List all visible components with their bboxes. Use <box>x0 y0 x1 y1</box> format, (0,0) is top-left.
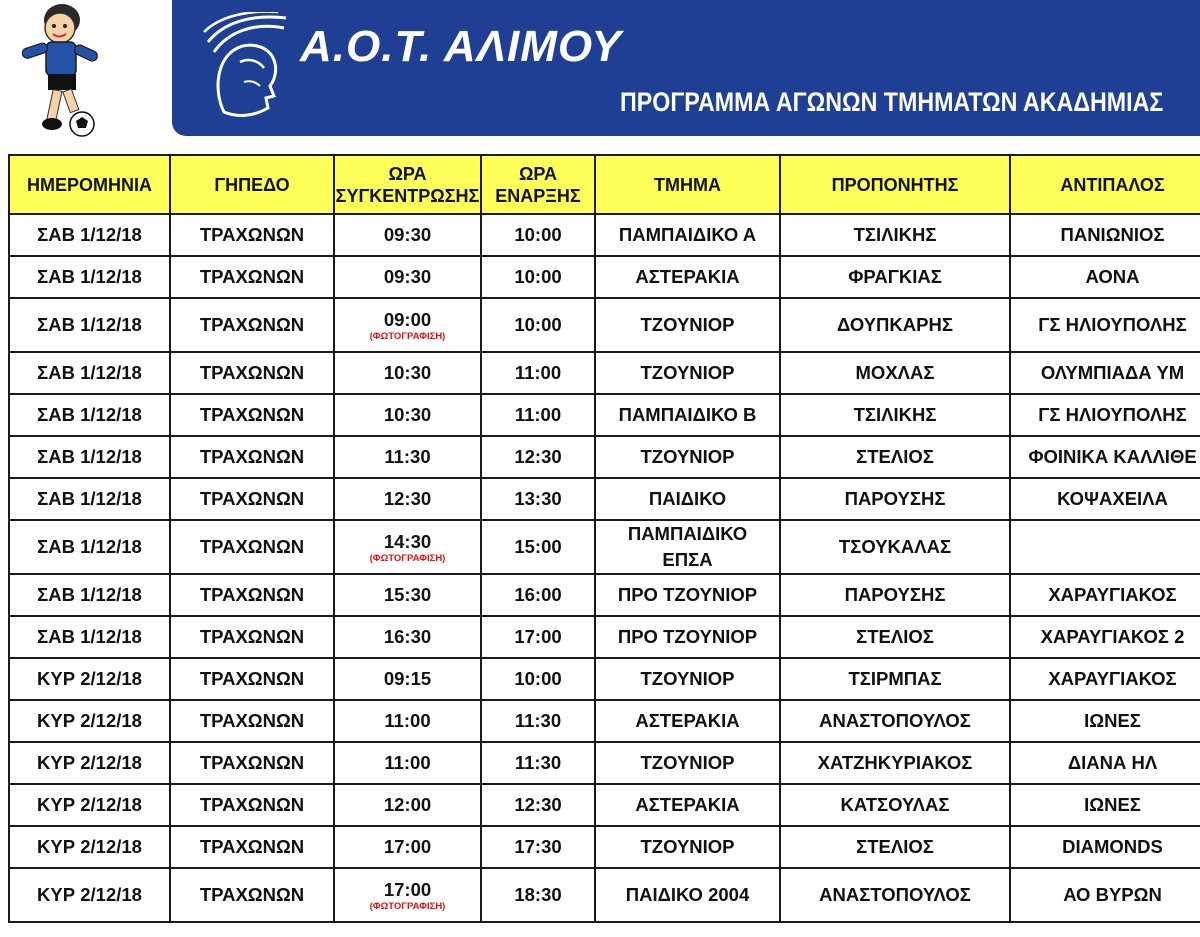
venue-cell: ΤΡΑΧΩΝΩΝ <box>170 868 334 922</box>
venue-cell: ΤΡΑΧΩΝΩΝ <box>170 784 334 826</box>
gather-time-cell <box>334 214 481 256</box>
date-cell: ΚΥΡ 2/12/18 <box>9 658 170 700</box>
table-row <box>9 256 1200 298</box>
opponent-cell: ΧΑΡΑΥΓΙΑΚΟΣ <box>1010 658 1200 700</box>
venue-cell: ΤΡΑΧΩΝΩΝ <box>170 658 334 700</box>
team-cell: ΤΖΟΥΝΙΟΡ <box>595 436 780 478</box>
table-row <box>9 784 1200 826</box>
opponent-cell: ΚΟΨΑΧΕΙΛΑ <box>1010 478 1200 520</box>
table-row <box>9 352 1200 394</box>
venue-cell: ΤΡΑΧΩΝΩΝ <box>170 616 334 658</box>
hermes-head-logo <box>194 12 314 130</box>
gather-time-cell <box>334 826 481 868</box>
date-cell: ΣΑΒ 1/12/18 <box>9 214 170 256</box>
gather-time: 11:00 <box>384 710 431 731</box>
venue-cell: ΤΡΑΧΩΝΩΝ <box>170 520 334 574</box>
venue-cell: ΤΡΑΧΩΝΩΝ <box>170 700 334 742</box>
coach-cell: ΜΟΧΛΑΣ <box>780 352 1010 394</box>
team-cell: ΤΖΟΥΝΙΟΡ <box>595 826 780 868</box>
team-cell: ΤΖΟΥΝΙΟΡ <box>595 298 780 352</box>
team-cell: ΠΑΜΠΑΙΔΙΚΟ ΕΠΣΑ <box>595 520 780 574</box>
opponent-cell: ΦΟΙΝΙΚΑ ΚΑΛΛΙΘΕ <box>1010 436 1200 478</box>
start-time-cell: 11:00 <box>481 352 595 394</box>
team-cell: ΠΡΟ ΤΖΟΥΝΙΟΡ <box>595 616 780 658</box>
opponent-cell: ΧΑΡΑΥΓΙΑΚΟΣ <box>1010 574 1200 616</box>
date-cell: ΣΑΒ 1/12/18 <box>9 436 170 478</box>
start-time-cell: 13:30 <box>481 478 595 520</box>
start-time-cell: 10:00 <box>481 658 595 700</box>
coach-cell: ΦΡΑΓΚΙΑΣ <box>780 256 1010 298</box>
team-cell: ΤΖΟΥΝΙΟΡ <box>595 742 780 784</box>
table-row <box>9 742 1200 784</box>
date-cell: ΣΑΒ 1/12/18 <box>9 520 170 574</box>
start-time-cell: 12:30 <box>481 436 595 478</box>
coach-cell: ΚΑΤΣΟΥΛΑΣ <box>780 784 1010 826</box>
column-header: ΠΡΟΠΟΝΗΤΗΣ <box>780 155 1010 214</box>
table-row <box>9 616 1200 658</box>
team-cell: ΤΖΟΥΝΙΟΡ <box>595 352 780 394</box>
team-cell: ΤΖΟΥΝΙΟΡ <box>595 658 780 700</box>
gather-time-cell <box>334 868 481 922</box>
opponent-cell: ΟΛΥΜΠΙΑΔΑ ΥΜ <box>1010 352 1200 394</box>
table-row <box>9 298 1200 352</box>
coach-cell: ΤΣΟΥΚΑΛΑΣ <box>780 520 1010 574</box>
coach-cell: ΑΝΑΣΤΟΠΟΥΛΟΣ <box>780 700 1010 742</box>
venue-cell: ΤΡΑΧΩΝΩΝ <box>170 256 334 298</box>
opponent-cell: ΧΑΡΑΥΓΙΑΚΟΣ 2 <box>1010 616 1200 658</box>
coach-cell: ΣΤΕΛΙΟΣ <box>780 616 1010 658</box>
table-row <box>9 394 1200 436</box>
date-cell: ΣΑΒ 1/12/18 <box>9 478 170 520</box>
gather-time-cell <box>334 574 481 616</box>
coach-cell: ΠΑΡΟΥΣΗΣ <box>780 478 1010 520</box>
schedule-title: ΠΡΟΓΡΑΜΜΑ ΑΓΩΝΩΝ ΤΜΗΜΑΤΩΝ ΑΚΑΔΗΜΙΑΣ <box>620 87 1164 117</box>
venue-cell: ΤΡΑΧΩΝΩΝ <box>170 352 334 394</box>
table-body <box>9 214 1200 922</box>
table-row <box>9 700 1200 742</box>
photoshoot-note: (ΦΩΤΟΓΡΑΦΙΣΗ) <box>369 552 446 564</box>
opponent-cell: DIAMONDS <box>1010 826 1200 868</box>
coach-cell: ΑΝΑΣΤΟΠΟΥΛΟΣ <box>780 868 1010 922</box>
table-row <box>9 658 1200 700</box>
coach-cell: ΔΟΥΠΚΑΡΗΣ <box>780 298 1010 352</box>
column-header: ΩΡΑ ΕΝΑΡΞΗΣ <box>481 155 595 214</box>
start-time-cell: 17:00 <box>481 616 595 658</box>
team-cell: ΠΑΙΔΙΚΟ <box>595 478 780 520</box>
opponent-cell <box>1010 520 1200 574</box>
start-time-cell: 10:00 <box>481 298 595 352</box>
gather-time: 09:15 <box>383 668 432 689</box>
table-row <box>9 826 1200 868</box>
team-cell: ΑΣΤΕΡΑΚΙΑ <box>595 256 780 298</box>
venue-cell: ΤΡΑΧΩΝΩΝ <box>170 214 334 256</box>
gather-time: 12:00 <box>383 794 432 815</box>
start-time-cell: 10:00 <box>481 214 595 256</box>
start-time-cell: 17:30 <box>481 826 595 868</box>
opponent-cell: ΔΙΑΝΑ ΗΛ <box>1010 742 1200 784</box>
venue-cell: ΤΡΑΧΩΝΩΝ <box>170 298 334 352</box>
table-header-row <box>9 155 1200 214</box>
start-time-cell: 15:00 <box>481 520 595 574</box>
opponent-cell: ΠΑΝΙΩΝΙΟΣ <box>1010 214 1200 256</box>
gather-time: 12:30 <box>383 488 432 509</box>
opponent-cell: ΓΣ ΗΛΙΟΥΠΟΛΗΣ <box>1010 394 1200 436</box>
venue-cell: ΤΡΑΧΩΝΩΝ <box>170 478 334 520</box>
column-header: ΓΗΠΕΔΟ <box>170 155 334 214</box>
gather-time-cell <box>334 436 481 478</box>
coach-cell: ΤΣΙΛΙΚΗΣ <box>780 214 1010 256</box>
mascot-illustration <box>12 0 112 140</box>
photoshoot-note: (ΦΩΤΟΓΡΑΦΙΣΗ) <box>369 330 446 342</box>
column-header: ΤΜΗΜΑ <box>595 155 780 214</box>
team-cell: ΠΑΙΔΙΚΟ 2004 <box>595 868 780 922</box>
table-row <box>9 574 1200 616</box>
team-cell: ΑΣΤΕΡΑΚΙΑ <box>595 700 780 742</box>
date-cell: ΚΥΡ 2/12/18 <box>9 868 170 922</box>
date-cell: ΣΑΒ 1/12/18 <box>9 616 170 658</box>
opponent-cell: ΙΩΝΕΣ <box>1010 700 1200 742</box>
gather-time: 14:30 <box>383 530 432 552</box>
gather-time-cell <box>334 520 481 574</box>
venue-cell: ΤΡΑΧΩΝΩΝ <box>170 394 334 436</box>
table-row <box>9 214 1200 256</box>
column-header: ΑΝΤΙΠΑΛΟΣ <box>1010 155 1200 214</box>
start-time-cell: 11:30 <box>481 742 595 784</box>
date-cell: ΣΑΒ 1/12/18 <box>9 256 170 298</box>
gather-time-cell <box>334 784 481 826</box>
team-cell: ΠΡΟ ΤΖΟΥΝΙΟΡ <box>595 574 780 616</box>
venue-cell: ΤΡΑΧΩΝΩΝ <box>170 436 334 478</box>
start-time-cell: 18:30 <box>481 868 595 922</box>
opponent-cell: ΙΩΝΕΣ <box>1010 784 1200 826</box>
gather-time: 10:30 <box>383 404 432 425</box>
venue-cell: ΤΡΑΧΩΝΩΝ <box>170 826 334 868</box>
gather-time-cell <box>334 394 481 436</box>
team-cell: ΑΣΤΕΡΑΚΙΑ <box>595 784 780 826</box>
gather-time: 15:30 <box>383 584 432 605</box>
gather-time: 09:30 <box>383 266 432 287</box>
table-row <box>9 436 1200 478</box>
date-cell: ΚΥΡ 2/12/18 <box>9 742 170 784</box>
coach-cell: ΤΣΙΛΙΚΗΣ <box>780 394 1010 436</box>
table-row <box>9 868 1200 922</box>
start-time-cell: 11:30 <box>481 700 595 742</box>
coach-cell: ΣΤΕΛΙΟΣ <box>780 436 1010 478</box>
date-cell: ΣΑΒ 1/12/18 <box>9 574 170 616</box>
club-name: Α.Ο.Τ. ΑΛΙΜΟΥ <box>300 22 622 71</box>
match-schedule-table <box>8 154 1200 923</box>
gather-time: 17:00 <box>383 836 432 857</box>
date-cell: ΚΥΡ 2/12/18 <box>9 700 170 742</box>
table-row <box>9 520 1200 574</box>
coach-cell: ΤΣΙΡΜΠΑΣ <box>780 658 1010 700</box>
gather-time-cell <box>334 298 481 352</box>
gather-time: 11:00 <box>384 752 431 773</box>
gather-time: 17:00 <box>383 878 432 900</box>
gather-time-cell <box>334 256 481 298</box>
table-row <box>9 478 1200 520</box>
gather-time: 09:30 <box>383 224 432 245</box>
opponent-cell: ΑΟ ΒΥΡΩΝ <box>1010 868 1200 922</box>
gather-time-cell <box>334 616 481 658</box>
gather-time-cell <box>334 658 481 700</box>
date-cell: ΣΑΒ 1/12/18 <box>9 394 170 436</box>
team-cell: ΠΑΜΠΑΙΔΙΚΟ Β <box>595 394 780 436</box>
venue-cell: ΤΡΑΧΩΝΩΝ <box>170 574 334 616</box>
gather-time-cell <box>334 742 481 784</box>
gather-time: 09:00 <box>383 308 432 330</box>
column-header: ΩΡΑ ΣΥΓΚΕΝΤΡΩΣΗΣ <box>334 155 481 214</box>
date-cell: ΚΥΡ 2/12/18 <box>9 784 170 826</box>
gather-time: 10:30 <box>383 362 432 383</box>
coach-cell: ΠΑΡΟΥΣΗΣ <box>780 574 1010 616</box>
column-header: ΗΜΕΡΟΜΗΝΙΑ <box>9 155 170 214</box>
gather-time-cell <box>334 700 481 742</box>
coach-cell: ΣΤΕΛΙΟΣ <box>780 826 1010 868</box>
photoshoot-note: (ΦΩΤΟΓΡΑΦΙΣΗ) <box>369 900 446 912</box>
gather-time-cell <box>334 352 481 394</box>
date-cell: ΣΑΒ 1/12/18 <box>9 352 170 394</box>
start-time-cell: 16:00 <box>481 574 595 616</box>
gather-time: 16:30 <box>383 626 432 647</box>
header-banner <box>172 0 1200 136</box>
start-time-cell: 10:00 <box>481 256 595 298</box>
venue-cell: ΤΡΑΧΩΝΩΝ <box>170 742 334 784</box>
coach-cell: ΧΑΤΖΗΚΥΡΙΑΚΟΣ <box>780 742 1010 784</box>
team-cell: ΠΑΜΠΑΙΔΙΚΟ Α <box>595 214 780 256</box>
gather-time-cell <box>334 478 481 520</box>
start-time-cell: 12:30 <box>481 784 595 826</box>
opponent-cell: ΓΣ ΗΛΙΟΥΠΟΛΗΣ <box>1010 298 1200 352</box>
date-cell: ΚΥΡ 2/12/18 <box>9 826 170 868</box>
start-time-cell: 11:00 <box>481 394 595 436</box>
opponent-cell: ΑΟΝΑ <box>1010 256 1200 298</box>
date-cell: ΣΑΒ 1/12/18 <box>9 298 170 352</box>
gather-time: 11:30 <box>384 446 431 467</box>
